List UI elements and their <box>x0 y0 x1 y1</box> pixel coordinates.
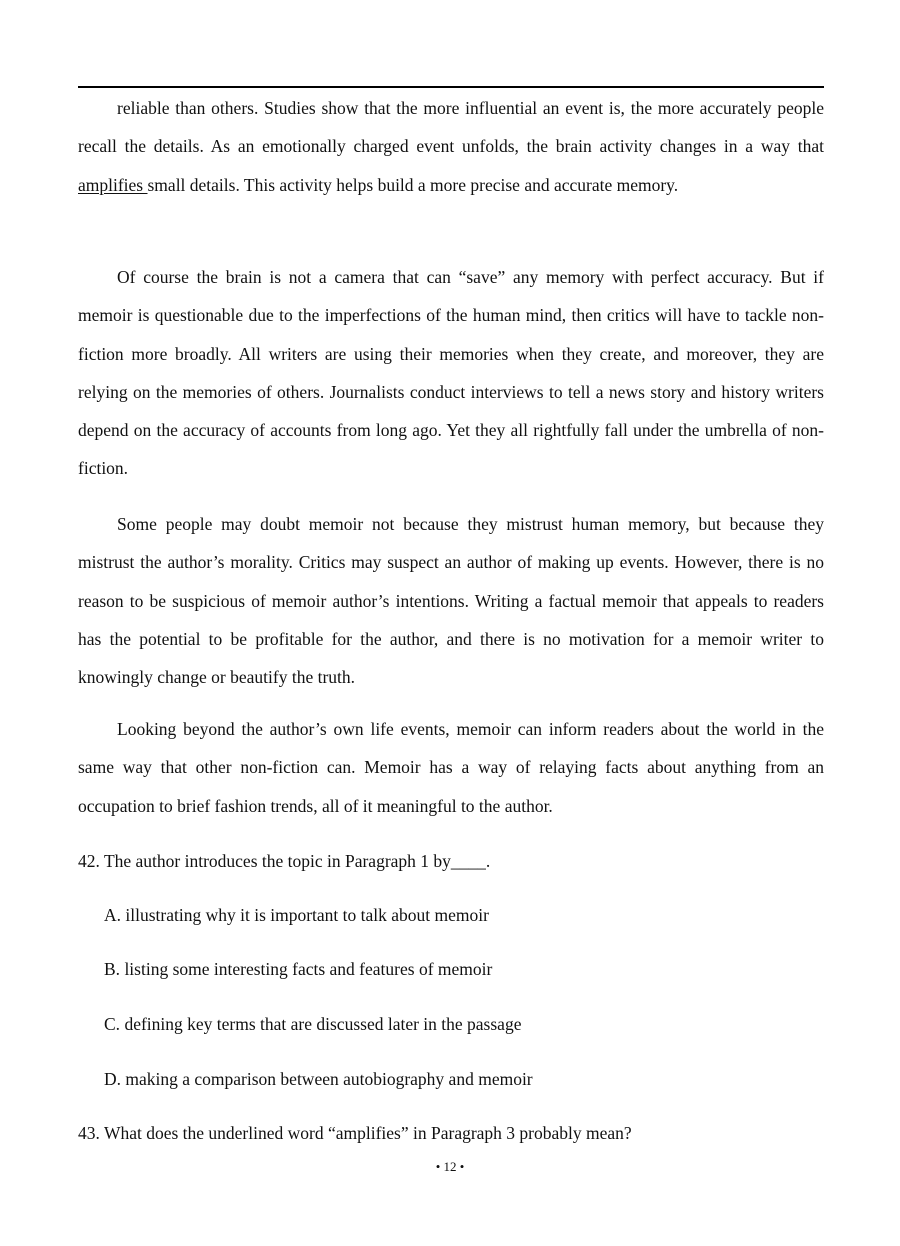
option-label: B. <box>104 959 121 979</box>
paragraph-5: Some people may doubt memoir not because they mistrust human memory, but because they mistrust the author’s morality. Critics may suspect an author of making up events. However, there is no reason to be suspicious of memoir author’s intentions. Writing a factual memoir that appeals to readers has the potential to be profitable for the author, and there is no motivation for a memoir writer to knowingly change or beautify the truth. <box>78 514 824 688</box>
paragraph-6: Looking beyond the author’s own life events, memoir can inform readers about the world in the same way that other non-fiction can. Memoir has a way of relaying facts about anything from an occupation to brief fashion trends, all of it meaningful to the author. <box>78 719 824 816</box>
paragraph-text: small details. This activity helps build a more precise and accurate memory. <box>147 174 679 195</box>
option-label: D. <box>104 1069 122 1089</box>
paragraph-3-continued <box>78 89 824 204</box>
question-43 <box>78 1122 632 1144</box>
header-rule <box>78 86 824 88</box>
underlined-word-amplifies: amplifies <box>78 174 148 195</box>
page-number: • 12 • <box>435 1159 465 1174</box>
option-label: C. <box>104 1014 121 1034</box>
paragraph-text: reliable than others. Studies show that the more influential an event is, the more accurately people recall the details. As an emotionally charged event unfolds, the brain activity changes in a way that <box>78 98 824 157</box>
question-42-option-d <box>104 1068 533 1090</box>
question-42-option-c <box>104 1013 521 1035</box>
question-stem: The author introduces the topic in Paragraph 1 by____. <box>103 851 491 871</box>
option-text: making a comparison between autobiography and memoir <box>125 1069 533 1089</box>
question-42 <box>78 850 490 872</box>
option-label: A. <box>104 905 122 925</box>
question-stem: What does the underlined word “amplifies” in Paragraph 3 probably mean? <box>103 1123 632 1143</box>
question-42-option-b <box>104 958 492 980</box>
question-number: 42. <box>78 851 100 871</box>
paragraph-4: Of course the brain is not a camera that can “save” any memory with perfect accuracy. But if memoir is questionable due to the imperfections of the human mind, then critics will have to tackle non-fiction more broadly. All writers are using their memories when they create, and moreover, they are relying on the memories of others. Journalists conduct interviews to tell a news story and history writers depend on the accuracy of accounts from long ago. Yet they all rightfully fall under the umbrella of non-fiction. <box>78 267 824 479</box>
question-number: 43. <box>78 1123 100 1143</box>
option-text: defining key terms that are discussed later in the passage <box>124 1014 522 1034</box>
option-text: listing some interesting facts and features of memoir <box>124 959 493 979</box>
option-text: illustrating why it is important to talk about memoir <box>125 905 489 925</box>
question-42-option-a <box>104 904 489 926</box>
